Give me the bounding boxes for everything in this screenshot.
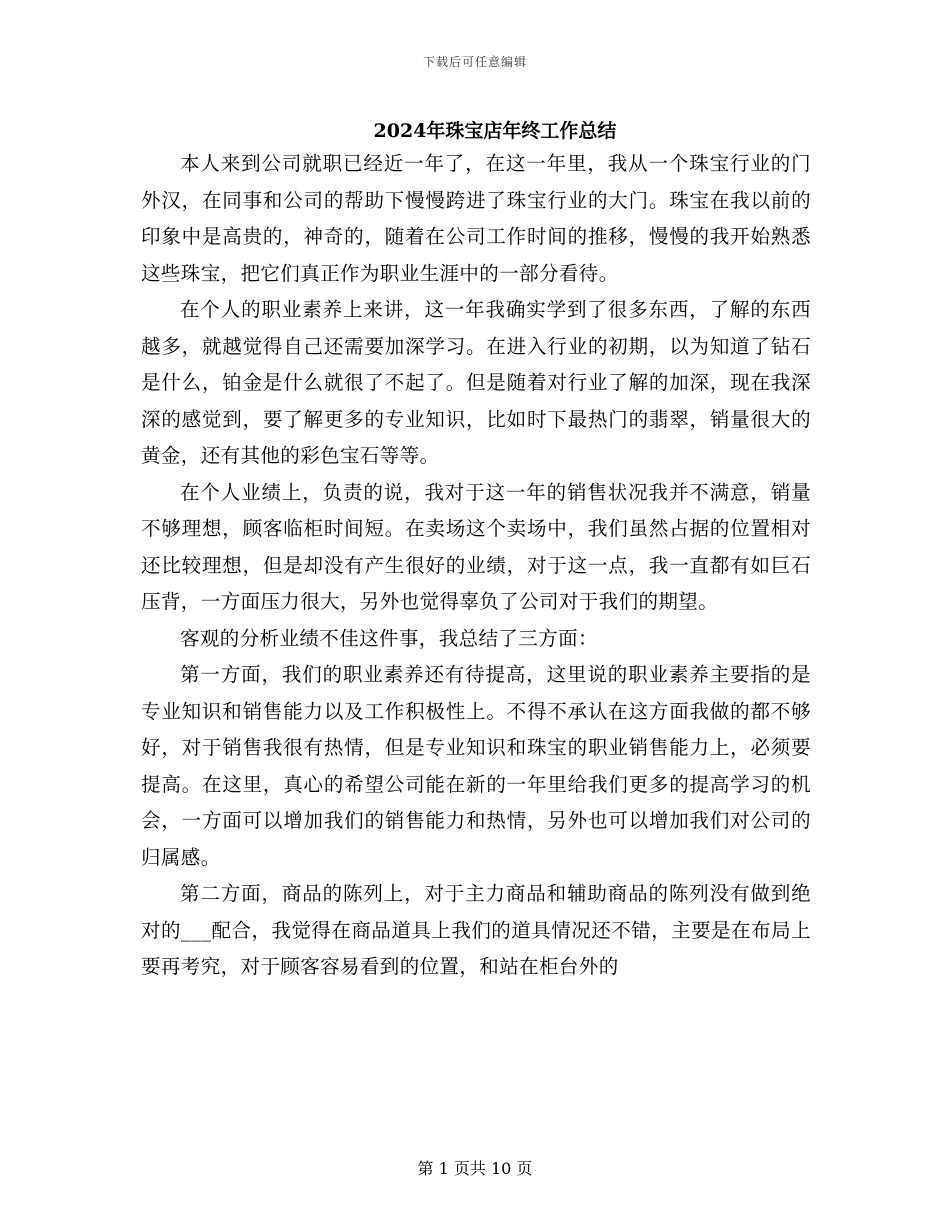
paragraph: 第二方面，商品的陈列上，对于主力商品和辅助商品的陈列没有做到绝对的___配合，我觉得在商品道具上我们的道具情况还不错，主要是在布局上要再考究，对于顾客容易看到的位置，和站在柜台外的 [141,882,811,978]
paragraph: 在个人的职业素养上来讲，这一年我确实学到了很多东西，了解的东西越多，就越觉得自己还需要加深学习。在进入行业的初期，以为知道了钻石是什么，铂金是什么就很了不起了。但是随着对行业了解的加深，现在我深深的感觉到，要了解更多的专业知识，比如时下最热门的翡翠，销量很大的黄金，还有其他的彩色宝石等等。 [141,298,811,467]
paragraph: 客观的分析业绩不佳这件事，我总结了三方面： [180,626,598,650]
document-title: 2024年珠宝店年终工作总结 [373,120,617,142]
paragraph: 第一方面，我们的职业素养还有待提高，这里说的职业素养主要指的是专业知识和销售能力以及工作积极性上。不得不承认在这方面我做的都不够好，对于销售我很有热情，但是专业知识和珠宝的职业销售能力上，必须要提高。在这里，真心的希望公司能在新的一年里给我们更多的提高学习的机会，一方面可以增加我们的销售能力和热情，另外也可以增加我们对公司的归属感。 [141,663,811,869]
header-note: 下载后可任意编辑 [422,55,527,69]
document-body [141,146,811,986]
paragraph: 在个人业绩上，负责的说，我对于这一年的销售状况我并不满意，销量不够理想，顾客临柜时间短。在卖场这个卖场中，我们虽然占据的位置相对还比较理想，但是却没有产生很好的业绩，对于这一点，我一直都有如巨石压背，一方面压力很大，另外也觉得辜负了公司对于我们的期望。 [141,480,811,613]
paragraph: 本人来到公司就职已经近一年了，在这一年里，我从一个珠宝行业的门外汉，在同事和公司的帮助下慢慢跨进了珠宝行业的大门。珠宝在我以前的印象中是高贵的，神奇的，随着在公司工作时间的推移，慢慢的我开始熟悉这些珠宝，把它们真正作为职业生涯中的一部分看待。 [141,152,811,285]
page-footer: 第 1 页共 10 页 [417,1159,533,1178]
